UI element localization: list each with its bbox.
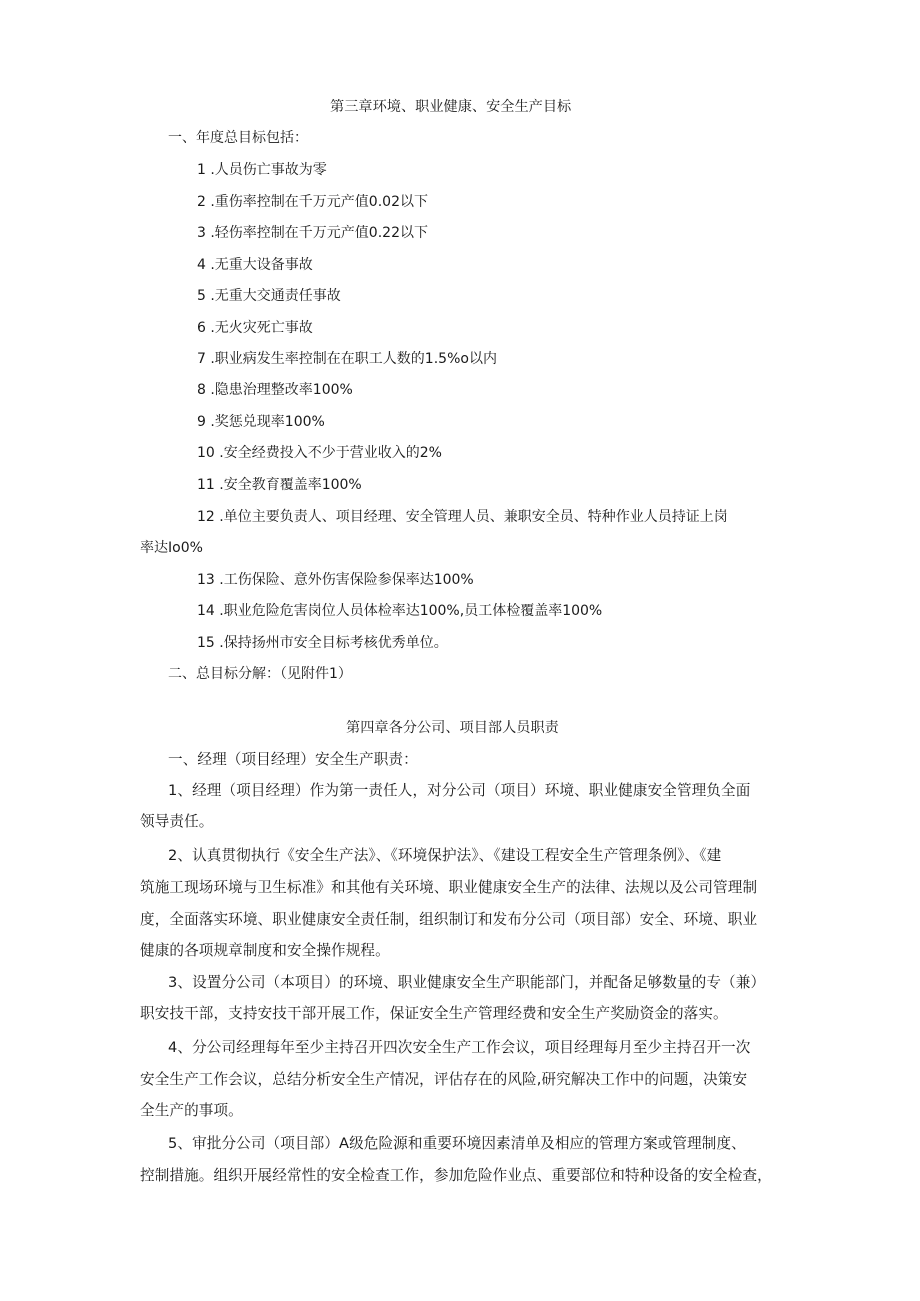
goal-item: 11 .安全教育覆盖率100% bbox=[197, 477, 362, 493]
goal-item: 10 .安全经费投入不少于营业收入的2% bbox=[197, 445, 442, 461]
chapter4-section1-heading: 一、经理（项目经理）安全生产职责： bbox=[168, 751, 418, 768]
body-line: 筑施工现场环境与卫生标准》和其他有关环境、职业健康安全生产的法律、法规以及公司管理制 bbox=[140, 879, 758, 896]
body-line: 健康的各项规章制度和安全操作规程。 bbox=[140, 942, 390, 959]
goal-item: 3 .轻伤率控制在千万元产值0.22以下 bbox=[197, 225, 428, 241]
goal-item: 15 .保持扬州市安全目标考核优秀单位。 bbox=[197, 635, 448, 651]
goal-item: 5 .无重大交通责任事故 bbox=[197, 288, 341, 304]
body-line: 1、经理（项目经理）作为第一责任人，对分公司（项目）环境、职业健康安全管理负全面 bbox=[168, 782, 751, 799]
chapter3-section2-heading: 二、总目标分解：（见附件1） bbox=[168, 666, 352, 682]
body-line: 5、审批分公司（项目部）A级危险源和重要环境因素清单及相应的管理方案或管理制度、 bbox=[168, 1135, 746, 1152]
goal-item: 9 .奖惩兑现率100% bbox=[197, 414, 325, 430]
goal-item-continuation: 率达Io0% bbox=[140, 540, 203, 556]
body-line: 安全生产工作会议，总结分析安全生产情况，评估存在的风险,研究解决工作中的问题，决策安 bbox=[140, 1071, 748, 1088]
body-line: 3、设置分公司（本项目）的环境、职业健康安全生产职能部门，并配备足够数量的专（兼） bbox=[168, 974, 766, 991]
body-line: 领导责任。 bbox=[140, 813, 214, 830]
goal-item: 12 .单位主要负责人、项目经理、安全管理人员、兼职安全员、特种作业人员持证上岗 bbox=[197, 509, 728, 525]
goal-item: 1 .人员伤亡事故为零 bbox=[197, 162, 327, 178]
body-line: 2、认真贯彻执行《安全生产法》、《环境保护法》、《建设工程安全生产管理条例》、《建 bbox=[168, 847, 722, 864]
body-line: 职安技干部，支持安技干部开展工作，保证安全生产管理经费和安全生产奖励资金的落实。 bbox=[140, 1005, 728, 1022]
goal-item: 8 .隐患治理整改率100% bbox=[197, 382, 353, 398]
chapter3-section1-heading: 一、年度总目标包括： bbox=[168, 130, 308, 146]
goal-item: 13 .工伤保险、意外伤害保险参保率达100% bbox=[197, 572, 474, 588]
goal-item: 7 .职业病发生率控制在在职工人数的1.5%o以内 bbox=[197, 351, 497, 367]
body-line: 4、分公司经理每年至少主持召开四次安全生产工作会议，项目经理每月至少主持召开一次 bbox=[168, 1039, 751, 1056]
goal-item: 2 .重伤率控制在千万元产值0.02以下 bbox=[197, 194, 428, 210]
body-line: 控制措施。组织开展经常性的安全检查工作，参加危险作业点、重要部位和特种设备的安全检查， bbox=[140, 1167, 772, 1184]
body-line: 度，全面落实环境、职业健康安全责任制，组织制订和发布分公司（项目部）安全、环境、职业 bbox=[140, 911, 758, 928]
body-line: 全生产的事项。 bbox=[140, 1102, 243, 1119]
goal-item: 6 .无火灾死亡事故 bbox=[197, 320, 313, 336]
goal-item: 14 .职业危险危害岗位人员体检率达100%,员工体检覆盖率100% bbox=[197, 603, 603, 619]
goal-item: 4 .无重大设备事故 bbox=[197, 257, 313, 273]
chapter3-title: 第三章环境、职业健康、安全生产目标 bbox=[330, 99, 572, 115]
chapter4-title: 第四章各分公司、项目部人员职责 bbox=[346, 720, 559, 736]
